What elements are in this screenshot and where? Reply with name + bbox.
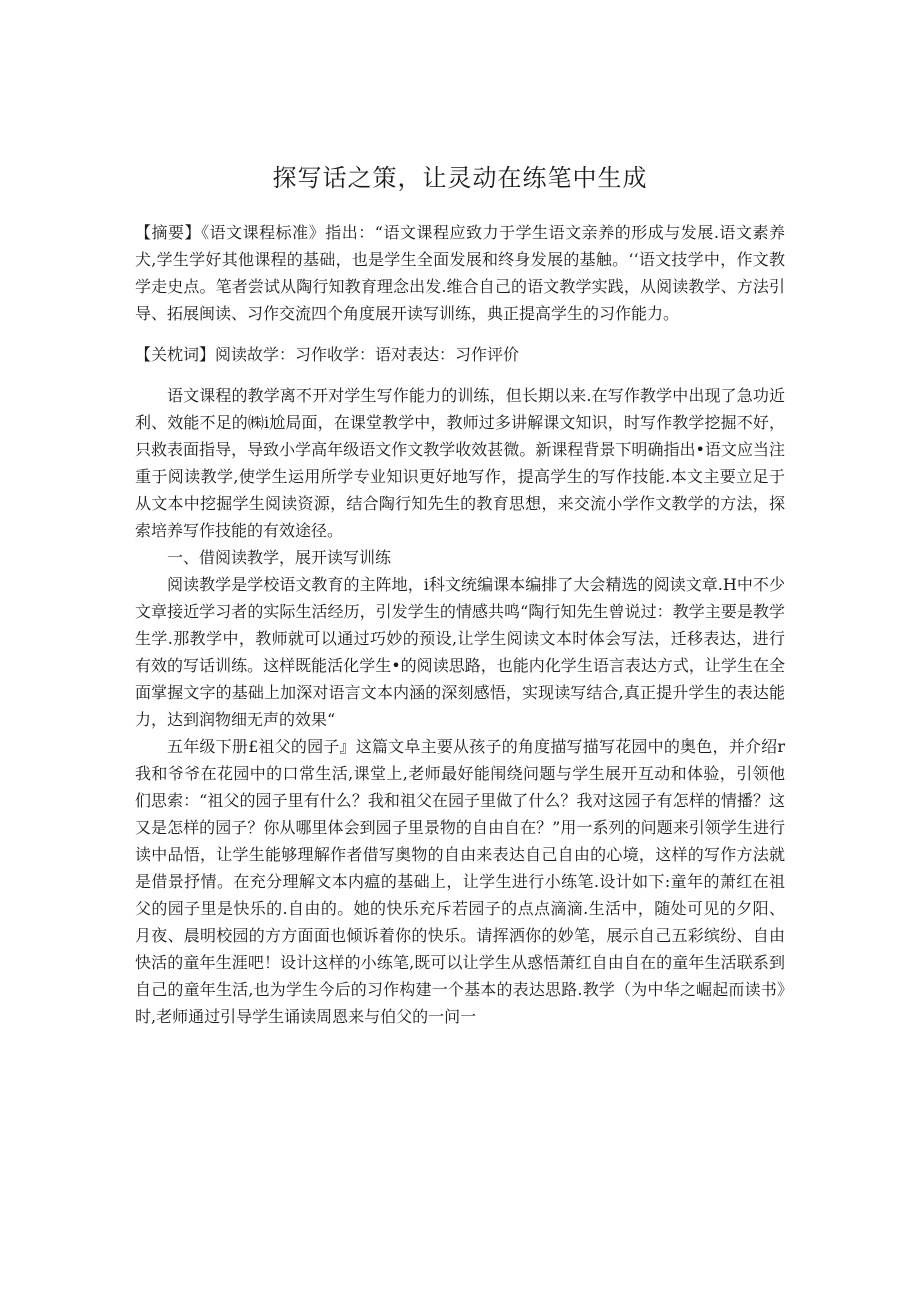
section-heading: 一、借阅读教学，展开读写训练: [167, 548, 392, 567]
section-paragraph-2: 五年级下册£祖父的园子』这篇文阜主要从孩子的角度描写描写花园中的奥色，并介绍r我和爷爷在花园中的口常生活,课堂上,老师最好能闱绕问题与学生展开互动和体验，引领他们思索：“祖父的园子里有什么？我和祖父在园子里做了什么？我对这园子有怎样的情播？这又是怎样的园子？你从哪里体会到园子里景物的自由自在？”用一系列的问题来引领学生进行读中品悟，让学生能够理解作者借写奥物的自由来表达自己自由的心境，这样的写作方法就是借景抒情。在充分理解文本内瘟的基础上，让学生进行小练笔.设计如下:童年的萧红在祖父的园子里是快乐的.自由的。她的快乐充斥若园子的点点滴滴.生活中，随处可见的夕阳、月夜、晨明校园的方方面面也倾诉着你的快乐。请挥洒你的妙笔，展示自己五彩缤纷、自由快活的童年生涯吧！设计这样的小练笔,既可以让学生从惑悟萧红自由自在的童年生活联系到自己的童年生活,也为学生今后的习作构建一个基本的表达思路.教学（为中华之崛起而读书》时,老师通过引导学生诵读周恩来与伯父的一问一: [135, 737, 785, 1026]
keywords-line: 【关枕词】阅读故学：习作收学：语对表达：习作评价: [135, 345, 520, 364]
section-paragraph-1: 阅读教学是学校语文教育的主阵地，i科文统编课本编排了大会精选的阅读文章.H中不少文章接近学习者的实际生活经历，引发学生的情感共鸣“陶行知先生曾说过：教学主要是教学生学.那教学中，教师就可以通过巧妙的预设,让学生阅读文本时体会写法，迁移表达，进行有效的写话训练。这样既能活化学生•的阅读思路，也能内化学生语言表达方式，让学生在全面掌握文字的基础上加深对语言文本内涵的深刻感悟，实现读写结合,真正提升学生的表达能力，达到润物细无声的效果“: [135, 575, 785, 729]
document-page: [135, 150, 785, 1030]
document-title: 探写话之策，让灵动在练笔中生成: [272, 164, 648, 192]
intro-paragraph: 语文课程的教学离不开对学生写作能力的训练，但长期以来.在写作教学中出现了急功近利、效能不足的㈱i尬局面，在课堂教学中，教师过多讲解课文知识，时写作教学挖掘不好，只救表面指导，导致小学高年级语文作文教学收效甚微。新课程背景下明确指出•语文应当注重于阅读教学,使学生运用所学专业知识更好地写作，提高学生的写作技能.本文主要立足于从文本中挖掘学生阅读资源，结合陶行知先生的教育思想，来交流小学作文教学的方法，探索培养写作技能的有效途径。: [135, 386, 785, 540]
abstract-paragraph: 【摘要】《语文课程标准》指出：“语文课程应致力于学生语文亲养的形成与发展.语文素养犬,学生学好其他课程的基础，也是学生全面发展和终身发展的基触。‘‘语文技学中，作文教学走史点。笔者尝试从陶行知教育理念出发.维合自己的语文教学实践，从阅读教学、方法引导、拓展闽读、习作交流四个角度展开读写训练，典正提高学生的习作能力。: [135, 223, 785, 323]
